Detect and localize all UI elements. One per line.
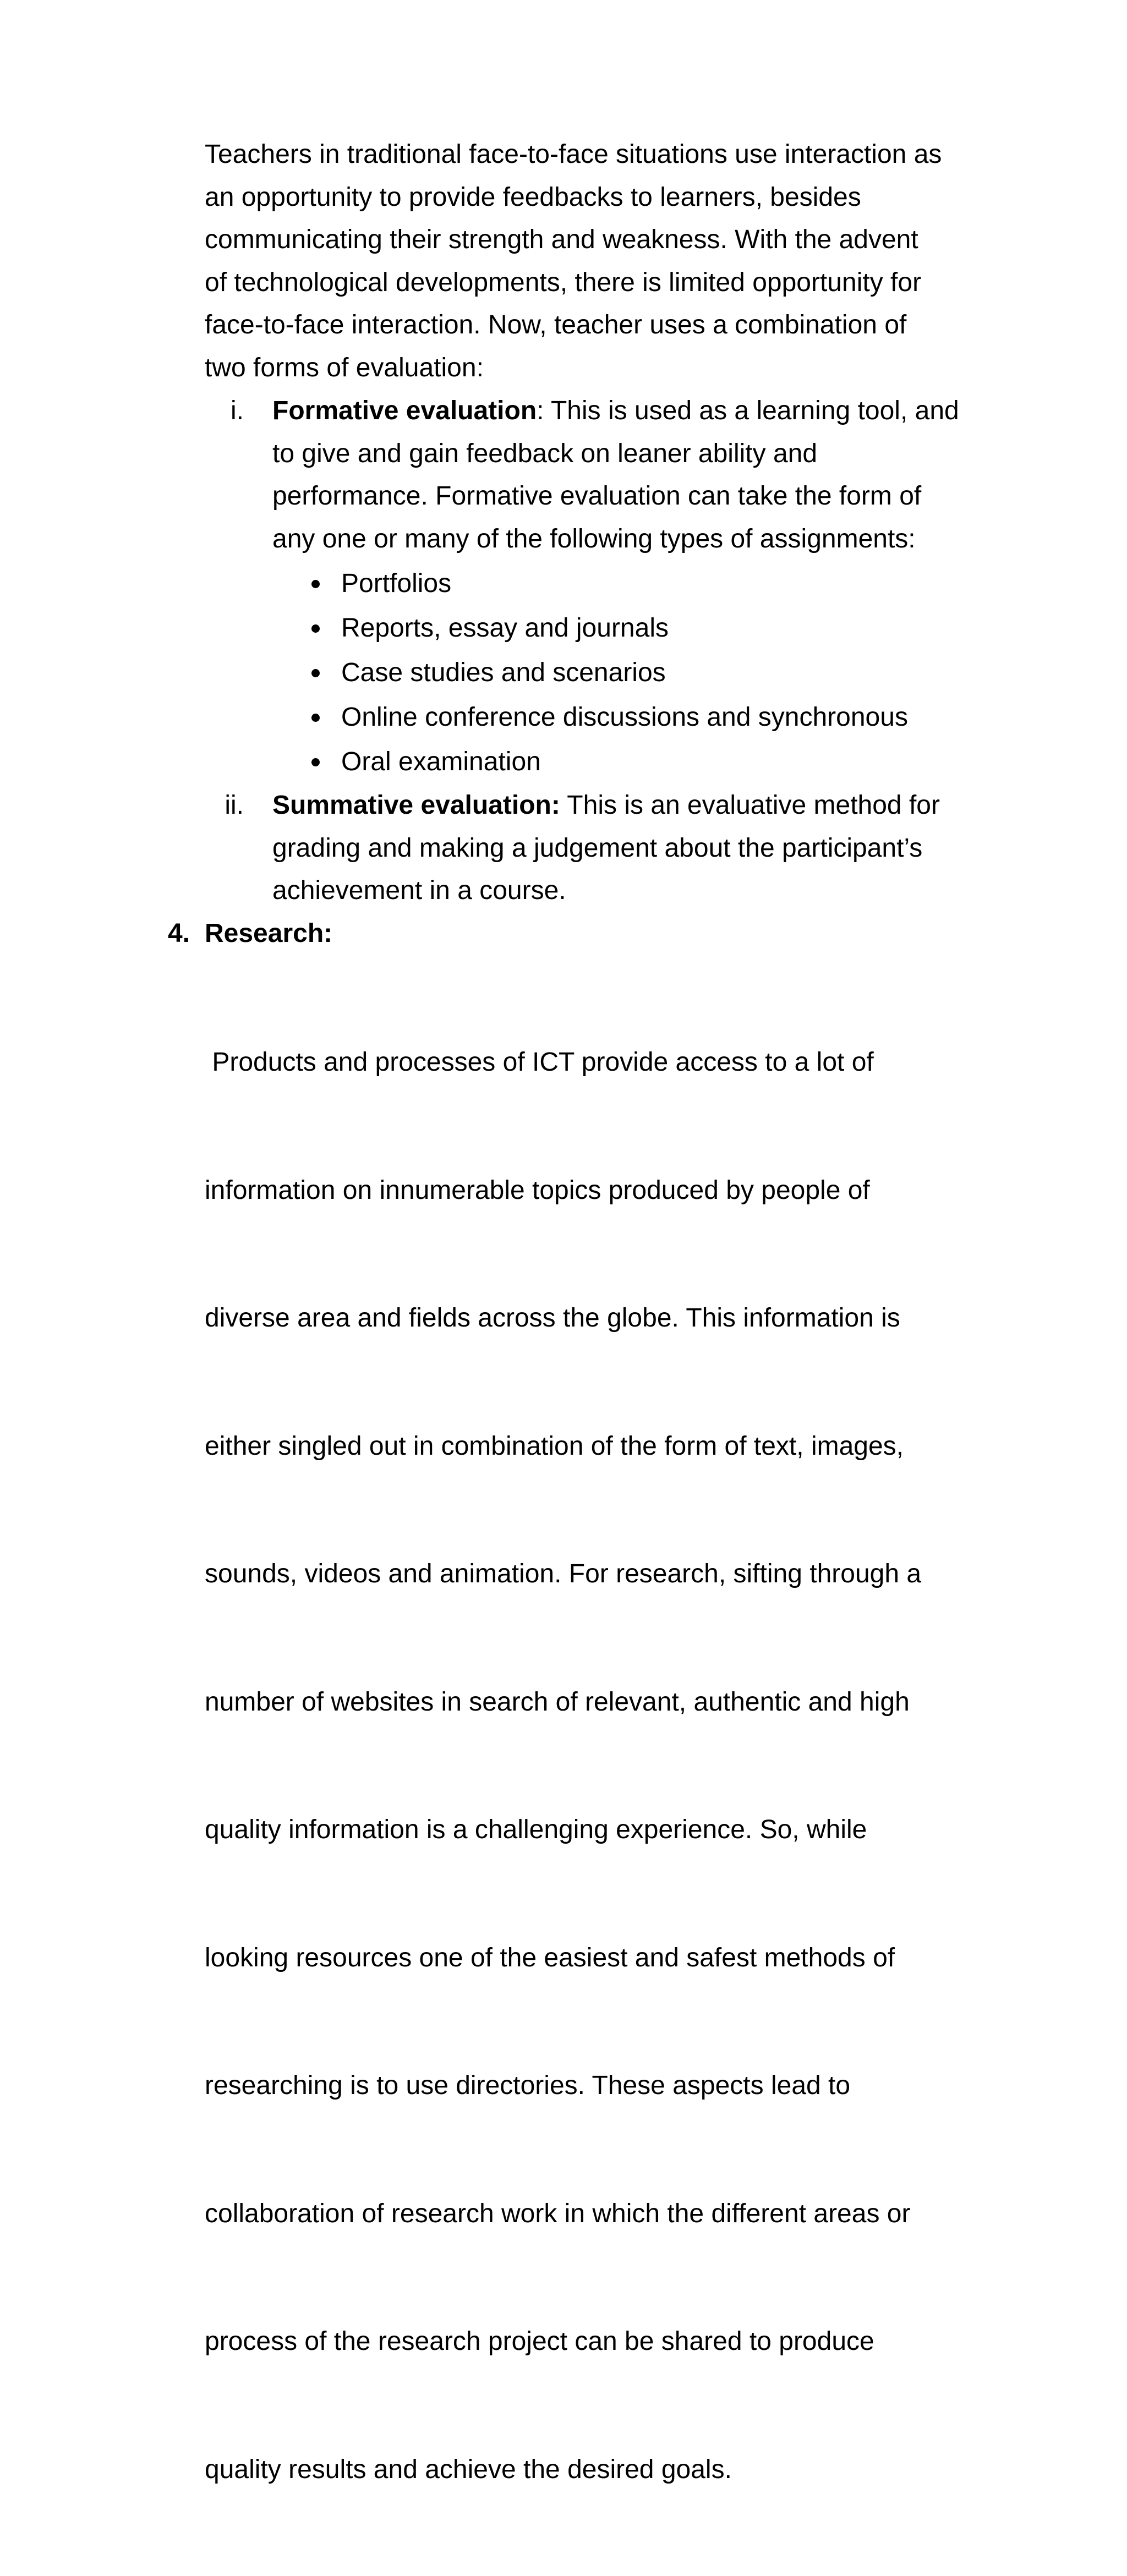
research-line: quality information is a challenging experience. So, while [205,1815,867,1844]
research-line: diverse area and fields across the globe. This information is [205,1303,900,1333]
summative-evaluation-definition: This is an evaluative method for [560,791,940,820]
list-marker-ii: ii. [225,791,244,820]
summative-evaluation-line: achievement in a course. [272,876,566,905]
summative-evaluation-item [272,784,1010,912]
section-number: 4. [168,919,190,948]
section-title: Research: [205,919,333,948]
research-line: sounds, videos and animation. For research, sifting through a [205,1559,922,1588]
summative-evaluation-term: Summative evaluation: [272,791,560,820]
research-heading [168,912,332,955]
bullet-icon [311,580,320,588]
research-line: information on innumerable topics produced by people of [205,1175,870,1205]
list-item: Oral examination [308,741,908,785]
summative-evaluation-first-line [272,784,1010,827]
research-line: Products and processes of ICT provide access to a lot of [205,1048,874,1077]
intro-line: two forms of evaluation: [205,353,484,382]
research-line: either singled out in combination of the form of text, images, [205,1431,904,1461]
intro-paragraph [205,133,1008,389]
research-line: quality results and achieve the desired goals. [205,2454,732,2484]
research-line: collaboration of research work in which the different areas or [205,2199,911,2228]
list-marker-i: i. [231,396,244,425]
bullet-icon [311,758,320,766]
list-item: Reports, essay and journals [308,607,908,651]
formative-evaluation-first-line [272,390,1010,432]
formative-evaluation-item [272,390,1010,560]
intro-line: Teachers in traditional face-to-face situations use interaction as [205,140,942,169]
list-item: Portfolios [308,562,908,607]
formative-evaluation-line: to give and gain feedback on leaner ability and [272,439,818,468]
formative-evaluation-line: performance. Formative evaluation can take the form of [272,481,922,511]
intro-line: face-to-face interaction. Now, teacher uses a combination of [205,310,907,339]
bullet-icon [311,669,320,677]
research-line: number of websites in search of relevant, authentic and high [205,1687,910,1717]
formative-evaluation-definition: : This is used as a learning tool, and [537,396,959,425]
list-item: Case studies and scenarios [308,651,908,696]
formative-evaluation-term: Formative evaluation [272,396,537,425]
summative-evaluation-line: grading and making a judgement about the participant’s [272,833,923,863]
research-line: looking resources one of the easiest and safest methods of [205,1943,895,1972]
research-line: process of the research project can be shared to produce [205,2327,874,2356]
intro-line: of technological developments, there is limited opportunity for [205,267,922,297]
list-item: Online conference discussions and synchronous [308,696,908,741]
research-paragraph [205,956,1008,2576]
bullet-icon [311,624,320,633]
bullet-icon [311,714,320,722]
intro-line: an opportunity to provide feedbacks to learners, besides [205,182,861,212]
intro-line: communicating their strength and weakness. With the advent [205,225,918,254]
assignment-types-list [308,562,908,785]
formative-evaluation-line: any one or many of the following types of assignments: [272,524,916,553]
research-line: researching is to use directories. These aspects lead to [205,2071,851,2100]
